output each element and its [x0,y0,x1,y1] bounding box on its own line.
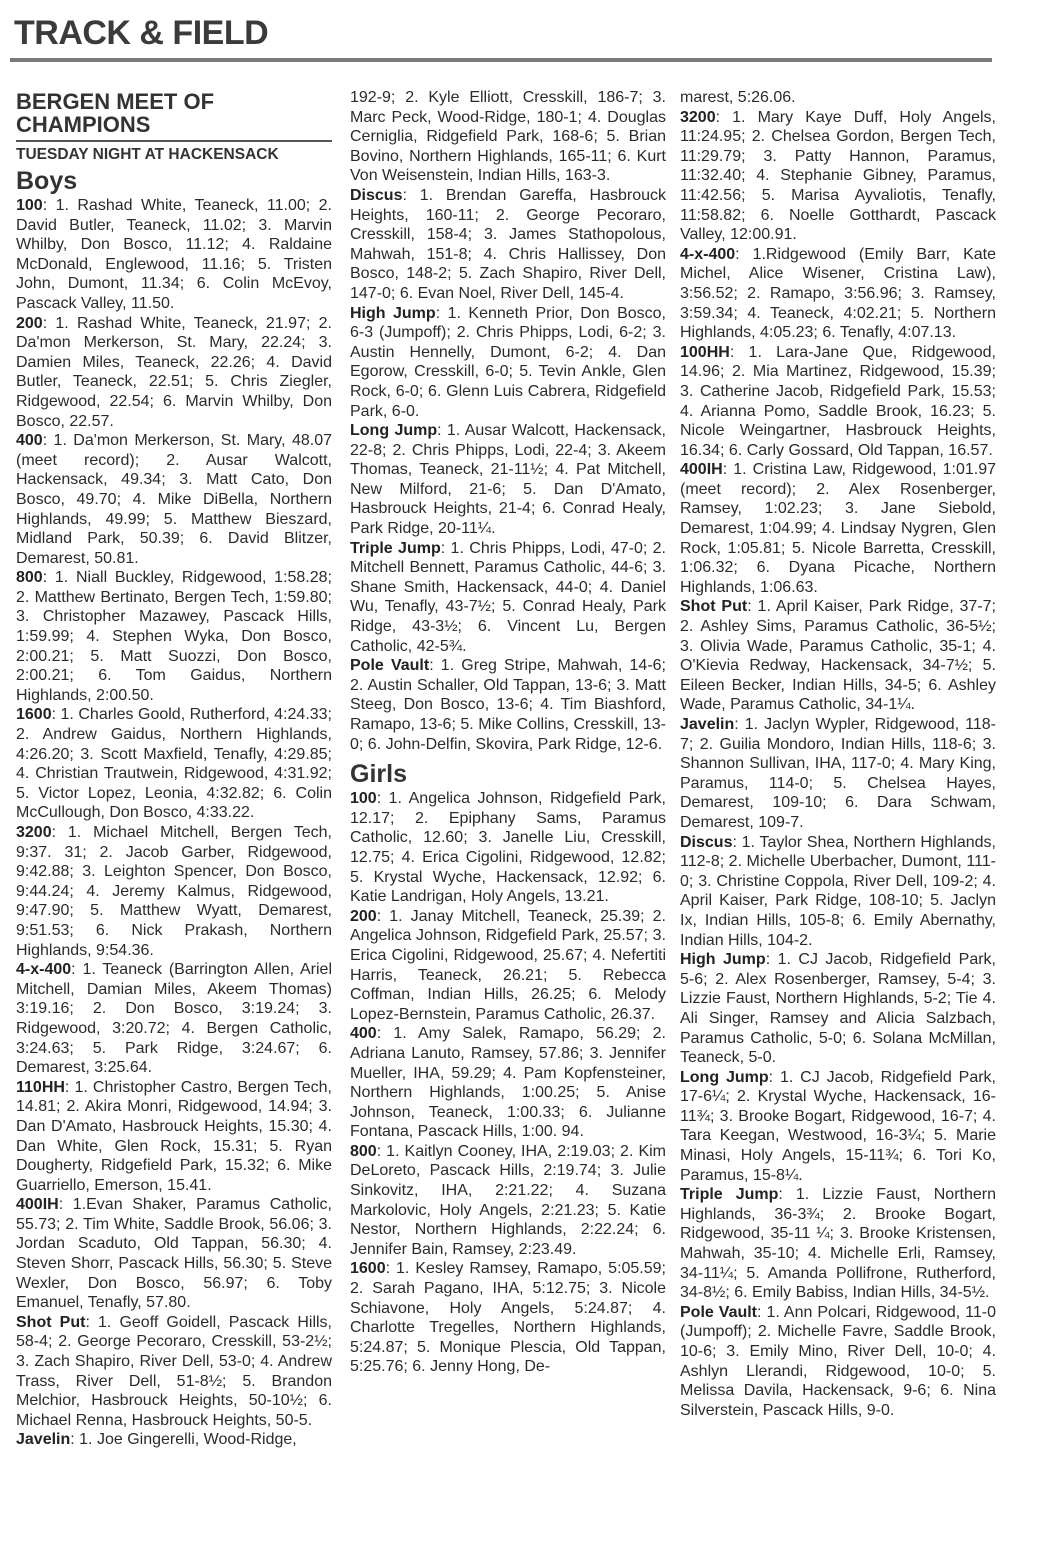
event-name: 200 [350,907,377,925]
event-results-text: : 1. April Kaiser, Park Ridge, 37-7; 2. Ashley Sims, Paramus Catholic, 36-5½; 3. Olivia Wade, Paramus Catholic, 35-1; 4. O'Kievia Redway, Hackensack, 34-7½; 5. Eileen Becker, Indian Hills, 34-5; 6. Ashley Wade, Paramus Catholic, 34-1¼. [680,598,997,714]
event-results-text: : 1. Amy Salek, Ramapo, 56.29; 2. Adriana Lanuto, Ramsey, 57.86; 3. Jennifer Mueller, IHA, 59.29; 4. Pam Kopfensteiner, Northern Highlands, 1:00.25; 5. Anise Johnson, Teaneck, 1:00.33; 6. Julianne Fontana, Pascack Hills, 1:00. 94. [350,1025,666,1141]
event-result [680,833,996,951]
section-rule [10,58,992,62]
event-name: 400 [16,432,43,450]
event-result [680,950,996,1068]
event-name: 400IH [16,1196,59,1214]
event-result [350,304,666,422]
javelin-continued: 192-9; 2. Kyle Elliott, Cresskill, 186-7; 3. Marc Peck, Wood-Ridge, 180-1; 4. Douglas Cerniglia, Ridgefield Park, 168-6; 5. Brian Bovino, Northern Highlands, 165-11; 6. Kurt Von Weisenstein, Indian Hills, 163-3. [350,89,666,185]
boys-heading: Boys [16,167,78,195]
event-name: High Jump [350,304,436,322]
event-name: 400IH [680,461,723,479]
event-result [680,1068,996,1186]
event-result [350,186,666,304]
event-result [350,421,666,539]
event-results-text: : 1. Rashad White, Teaneck, 11.00; 2. David Butler, Teaneck, 11.02; 3. Marvin Whilby, Don Bosco, 11.12; 4. Raldaine McDonald, Englewood, 11.16; 5. Tristen John, Dumont, 11.34; 6. Colin McEvoy, Pascack Valley, 11.50. [16,197,332,312]
event-name: Shot Put [16,1313,86,1331]
event-results-text: : 1. Da'mon Merkerson, St. Mary, 48.07 (meet record); 2. Ausar Walcott, Hackensack, 49.34; 3. Matt Cato, Don Bosco, 49.70; 4. Mike DiBella, Northern Highlands, 49.99; 5. Matthew Bieszard, Midland Park, 50.39; 6. David Blitzer, Demarest, 50.81. [16,432,332,567]
event-name: 100 [350,790,377,808]
event-results-text: : 1. Joe Gingerelli, Wood-Ridge, [70,1431,297,1449]
event-result [680,343,996,461]
event-results-text: : 1. Brendan Gareffa, Hasbrouck Heights, 160-11; 2. George Pecoraro, Cresskill, 158-4; 3. James Stathopolous, Mahwah, 151-8; 4. Chris Hallissey, Don Bosco, 148-2; 5. Zach Shapiro, River Dell, 147-0; 6. Evan Noel, River Dell, 145-4. [350,186,666,302]
event-name: 1600 [16,706,52,724]
event-result [16,568,332,705]
event-results-text: : 1. Charles Goold, Rutherford, 4:24.33; 2. Andrew Gaidus, Northern Highlands, 4:26.20; 3. Scott Maxfield, Tenafly, 4:29.85; 4. Christian Trautwein, Ridgewood, 4:31.92; 5. Victor Lopez, Leonia, 4:32.82; 6. Colin McCullough, Don Bosco, 4:33.22. [16,706,332,822]
event-name: Discus [350,186,403,204]
event-results-text: : 1. Lizzie Faust, Northern Highlands, 36-3¾; 2. Brooke Bogart, Ridgewood, 35-11 ¼; 3. Brooke Kristensen, Mahwah, 35-10; 4. Michelle Erli, Ramsey, 34-11¼; 5. Amanda Pollifrone, Rutherford, 34-8½; 6. Emily Babiss, Indian Hills, 34-5½. [680,1186,997,1302]
event-results-text: : 1.Ridgewood (Emily Barr, Kate Michel, Alice Wisener, Cristina Law), 3:56.52; 2. Ramapo, 3:56.96; 3. Ramsey, 3:59.34; 4. Teaneck, 4:02.21; 5. Northern Highlands, 4:05.23; 6. Tenafly, 4:07.13. [680,245,996,342]
meet-subtitle: TUESDAY NIGHT AT HACKENSACK [16,140,332,165]
1600-continued: marest, 5:26.06. [680,89,796,106]
event-name: 100 [16,197,43,214]
event-result [16,431,332,568]
event-result [680,1185,996,1303]
event-results-text: : 1. Niall Buckley, Ridgewood, 1:58.28; 2. Matthew Bertinato, Bergen Tech, 1:59.80; 3. Christopher Mazawey, Pascack Hills, 1:59.99; 4. Stephen Wyka, Don Bosco, 2:00.21; 5. Matt Suozzi, Don Bosco, 2:00.21; 6. Tom Gaidus, Northern Highlands, 2:00.50. [16,569,332,704]
event-result [680,245,996,343]
event-name: 800 [16,569,43,587]
column-3 [680,88,996,1420]
event-results-text: : 1. Geoff Goidell, Pascack Hills, 58-4; 2. George Pecoraro, Cresskill, 53-2½; 3. Zach Shapiro, River Dell, 53-0; 4. Andrew Trass, River Dell, 51-8½; 5. Brandon Melchior, Hasbrouck Heights, 50-10½; 6. Michael Renna, Hasbrouck Heights, 50-5. [16,1313,332,1429]
event-results-text: : 1. Kenneth Prior, Don Bosco, 6-3 (Jumpoff); 2. Chris Phipps, Lodi, 6-2; 3. Austin Hennelly, Dumont, 6-2; 4. Dan Egorow, Cresskill, 6-0; 5. Tevin Ankle, Glen Rock, 6-0; 6. Glenn Luis Cabrera, Ridgefield Park, 6-0. [350,304,666,420]
event-name: Pole Vault [350,657,430,675]
event-name: 1600 [350,1260,386,1278]
event-result [16,314,332,432]
event-results-text: : 1. Janay Mitchell, Teaneck, 25.39; 2. Angelica Johnson, Ridgefield Park, 25.57; 3. Erica Cigolini, Ridgewood, 25.67; 4. Nefertiti Harris, Teaneck, 26.21; 5. Rebecca Coffman, Indian Hills, 26.25; 6. Melody Lopez-Bernstein, Paramus Catholic, 26.37. [350,907,666,1023]
girls-results-col3 [680,108,996,1421]
event-name: Javelin [16,1431,71,1449]
boys-results-col1 [16,196,332,1450]
event-result [680,108,996,245]
event-results-text: : 1. Christopher Castro, Bergen Tech, 14.81; 2. Akira Monri, Ridgewood, 14.94; 3. Dan D'Amato, Hasbrouck Heights, 15.30; 4. Dan White, Glen Rock, 15.31; 5. Ryan Dougherty, Ridgefield Park, 15.32; 6. Mike Guarriello, Emerson, 15.41. [16,1078,332,1194]
event-result [16,1430,332,1450]
event-results-text: : 1. Jaclyn Wypler, Ridgewood, 118-7; 2. Guilia Mondoro, Indian Hills, 118-6; 3. Shannon Sullivan, IHA, 117-0; 4. Mary King, Paramus, 114-0; 5. Chelsea Hayes, Demarest, 109-10; 6. Dara Schwam, Demarest, 109-7. [680,716,996,831]
event-results-text: : 1. Ausar Walcott, Hackensack, 22-8; 2. Chris Phipps, Lodi, 22-4; 3. Akeem Thomas, Teaneck, 21-11½; 4. Pat Mitchell, New Milford, 21-6; 5. Dan D'Amato, Hasbrouck Heights, 21-4; 6. Conrad Healy, Park Ridge, 20-11¼. [350,422,666,538]
event-name: Shot Put [680,598,748,616]
event-result [350,1142,666,1260]
event-results-text: : 1. Michael Mitchell, Bergen Tech, 9:37. 31; 2. Jacob Garber, Ridgewood, 9:42.88; 3. Leighton Spencer, Don Bosco, 9:44.24; 4. Jeremy Kalmus, Ridgewood, 9:47.90; 5. Matthew Wyatt, Demarest, 9:51.53; 6. Nick Prakash, Northern Highlands, 9:54.36. [16,824,332,959]
event-result [350,656,666,754]
event-name: Long Jump [350,422,438,440]
event-result [16,196,332,314]
event-result [16,823,332,960]
event-name: Triple Jump [350,539,441,557]
event-name: 110HH [16,1078,65,1096]
event-results-text: : 1. Mary Kaye Duff, Holy Angels, 11:24.95; 2. Chelsea Gordon, Bergen Tech, 11:29.79; 3. Patty Hannon, Paramus, 11:32.40; 4. Stephanie Gibney, Paramus, 11:42.56; 5. Marisa Ayvaliotis, Tenafly, 11:58.82; 6. Noelle Gotthardt, Pascack Valley, 12:00.91. [680,108,996,244]
boys-results-col2 [350,186,666,754]
event-results-text: : 1.Evan Shaker, Paramus Catholic, 55.73; 2. Tim White, Saddle Brook, 56.06; 3. Jordan Scaduto, Old Tappan, 56.30; 4. Steven Shorr, Pascack Hills, 56.30; 5. Steve Wexler, Don Bosco, 56.97; 6. Toby Emanuel, Tenafly, 57.80. [16,1196,332,1312]
event-results-text: : 1. Rashad White, Teaneck, 21.97; 2. Da'mon Merkerson, St. Mary, 22.24; 3. Damien Miles, Teaneck, 22.26; 4. David Butler, Teaneck, 22.51; 5. Chris Ziegler, Ridgewood, 22.54; 6. Marvin Whilby, Don Bosco, 22.57. [16,314,332,430]
event-name: Triple Jump [680,1186,779,1204]
event-results-text: : 1. Angelica Johnson, Ridgefield Park, 12.17; 2. Epiphany Sams, Paramus Catholic, 12.60; 3. Janelle Liu, Cresskill, 12.75; 4. Erica Cigolini, Ridgewood, 12.82; 5. Krystal Wyche, Hackensack, 12.92; 6. Katie Landrigan, Holy Angels, 13.21. [350,790,666,906]
event-name: 400 [350,1025,377,1043]
event-result [16,1078,332,1196]
column-2 [350,88,666,1377]
event-name: High Jump [680,951,766,969]
event-results-text: : 1. Taylor Shea, Northern Highlands, 112-8; 2. Michelle Uberbacher, Dumont, 111-0; 3. Christine Coppola, River Dell, 109-2; 4. April Kaiser, Park Ridge, 108-10; 5. Jaclyn Ix, Indian Hills, 105-8; 6. Emily Abernathy, Indian Hills, 104-2. [680,833,996,949]
girls-results-col2 [350,789,666,1377]
event-name: 3200 [16,824,52,841]
event-results-text: : 1. CJ Jacob, Ridgefield Park, 5-6; 2. Alex Rosenberger, Ramsey, 5-4; 3. Lizzie Faust, Northern Highlands, 5-2; Tie 4. Ali Singer, Ramsey and Alicia Salzbach, Paramus Catholic, 5-0; 6. Solana McMillan, Teaneck, 5-0. [680,951,996,1067]
event-name: Pole Vault [680,1303,758,1321]
event-result [350,539,666,657]
event-result [16,705,332,823]
event-results-text: : 1. Greg Stripe, Mahwah, 14-6; 2. Austin Schaller, Old Tappan, 13-6; 3. Matt Steeg, Don Bosco, 13-6; 4. Tim Biashford, Ramapo, 13-6; 5. Mike Collins, Cresskill, 13-0; 6. John-Delfin, Skovira, Park Ridge, 12-6. [350,657,666,753]
event-result [16,960,332,1078]
event-result [350,1024,666,1142]
event-result [680,715,996,833]
event-result [350,907,666,1025]
event-name: Discus [680,833,733,851]
event-result [16,1313,332,1431]
event-results-text: : 1. Kaitlyn Cooney, IHA, 2:19.03; 2. Kim DeLoreto, Pascack Hills, 2:19.74; 3. Julie Sinkovitz, IHA, 2:21.22; 4. Suzana Markolovic, Holy Angels, 2:21.23; 5. Katie Nestor, Northern Highlands, 2:22.24; 6. Jennifer Bain, Ramsey, 2:23.49. [350,1142,666,1258]
event-results-text: : 1. Kesley Ramsey, Ramapo, 5:05.59; 2. Sarah Pagano, IHA, 5:12.75; 3. Nicole Schiavone, Holy Angels, 5:24.87; 4. Charlotte Tregelles, Northern Highlands, 5:24.87; 5. Monique Plescia, Old Tappan, 5:25.76; 6. Jenny Hong, De- [350,1260,666,1376]
girls-heading: Girls [350,760,407,789]
event-name: 200 [16,314,43,332]
event-result [680,597,996,715]
event-results-text: : 1. Teaneck (Barrington Allen, Ariel Mitchell, Damian Miles, Akeem Thomas) 3:19.16; 2. Don Bosco, 3:19.24; 3. Ridgewood, 3:20.72; 4. Bergen Catholic, 3:24.63; 5. Park Ridge, 3:24.67; 6. Demarest, 3:25.64. [16,961,332,1077]
event-name: 4-x-400 [680,245,736,263]
event-results-text: : 1. CJ Jacob, Ridgefield Park, 17-6¼; 2. Krystal Wyche, Hackensack, 16-11¾; 3. Brooke Bogart, Ridgewood, 16-7; 4. Tara Keegan, Westwood, 16-3¼; 5. Marie Minasi, Holy Angels, 15-11¾; 6. Tori Ko, Paramus, 15-8¼. [680,1068,996,1184]
event-result [16,1195,332,1313]
event-name: 3200 [680,108,716,126]
event-name: 4-x-400 [16,961,72,979]
event-name: 100HH [680,343,730,361]
event-result [680,1303,996,1421]
column-1 [16,84,332,1450]
meet-title: BERGEN MEET OF CHAMPIONS [16,89,215,137]
event-results-text: : 1. Lara-Jane Que, Ridgewood, 14.96; 2. Mia Martinez, Ridgewood, 15.39; 3. Catherine Jacob, Ridgefield Park, 15.53; 4. Arianna Pomo, Saddle Brook, 16.23; 5. Nicole Weingartner, Hasbrouck Heights, 16.34; 6. Carly Gossard, Old Tappan, 16.57. [680,343,996,459]
event-name: Javelin [680,716,735,733]
event-result [680,460,996,597]
event-results-text: : 1. Cristina Law, Ridgewood, 1:01.97 (meet record); 2. Alex Rosenberger, Ramsey, 1:02.23; 3. Jane Siebold, Demarest, 1:04.99; 4. Lindsay Nygren, Glen Rock, 1:05.81; 5. Nicole Barretta, Cresskill, 1:06.32; 6. Dyana Picache, Northern Highlands, 1:06.63. [680,461,996,596]
event-results-text: : 1. Ann Polcari, Ridgewood, 11-0 (Jumpoff); 2. Michelle Favre, Saddle Brook, 10-6; 3. Emily Mino, River Dell, 10-0; 4. Ashlyn Llerandi, Ridgewood, 10-0; 5. Melissa Davila, Hackensack, 9-6; 6. Nina Silverstein, Pascack Hills, 9-0. [680,1303,996,1419]
event-result [350,1259,666,1377]
event-results-text: : 1. Chris Phipps, Lodi, 47-0; 2. Mitchell Bennett, Paramus Catholic, 44-6; 3. Shane Smith, Hackensack, 44-0; 4. Daniel Wu, Tenafly, 43-7½; 5. Conrad Healy, Park Ridge, 43-3½; 6. Vincent Lu, Bergen Catholic, 42-5¾. [350,539,667,655]
event-result [350,789,666,907]
event-name: Long Jump [680,1068,769,1086]
section-title: TRACK & FIELD [14,14,269,52]
event-name: 800 [350,1142,377,1160]
